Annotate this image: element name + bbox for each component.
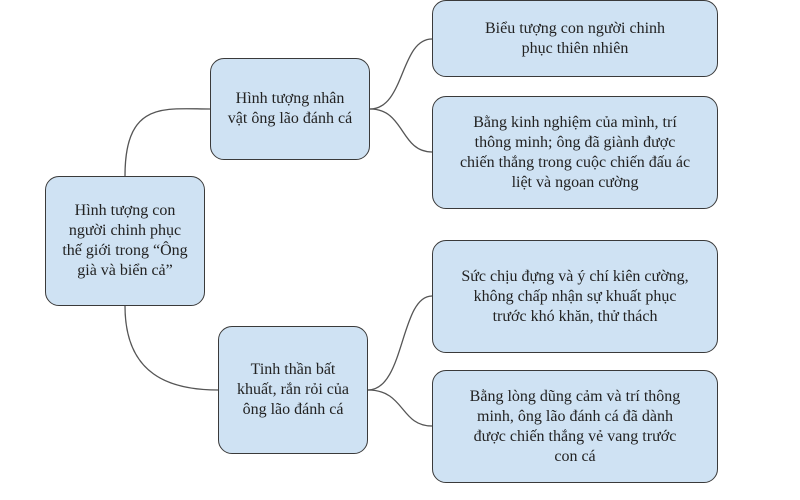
- branch-node-1-text: Hình tượng nhân vật ông lão đánh cá: [227, 90, 353, 127]
- leaf-node-1: [432, 0, 718, 77]
- leaf-node-1-text: Biểu tượng con người chinh phục thiên nhiên: [484, 19, 666, 57]
- leaf-node-2-text: Bằng kinh nghiệm của mình, trí thông minh; ông đã giành được chiến thắng trong cuộc chiến đấu ác liệt và ngoan cường: [459, 113, 691, 191]
- branch-node-2: [218, 326, 368, 454]
- connector-branch-2-to-leaf-4: [368, 390, 432, 426]
- connector-branch-1-to-leaf-2: [370, 109, 432, 152]
- connector-root-to-branch-1: [125, 109, 210, 176]
- leaf-node-3: [432, 240, 718, 353]
- leaf-node-3-text: Sức chịu đựng và ý chí kiên cường, không chấp nhận sự khuất phục trước khó khăn, thử thách: [461, 267, 689, 325]
- root-node: [45, 176, 205, 306]
- branch-node-1: [210, 58, 370, 160]
- connector-root-to-branch-2: [125, 306, 218, 390]
- connector-branch-1-to-leaf-1: [370, 39, 432, 109]
- connector-branch-2-to-leaf-3: [368, 296, 432, 390]
- root-node-text: Hình tượng con người chinh phục thế giới trong “Ông già và biển cả”: [62, 202, 188, 279]
- leaf-node-4-text: Bằng lòng dũng cảm và trí thông minh, ông lão đánh cá đã dành được chiến thắng vẻ vang trước con cá: [469, 387, 681, 465]
- leaf-node-4: [432, 370, 718, 483]
- leaf-node-2: [432, 96, 718, 209]
- branch-node-2-text: Tinh thần bất khuất, rắn rỏi của ông lão đánh cá: [237, 361, 349, 418]
